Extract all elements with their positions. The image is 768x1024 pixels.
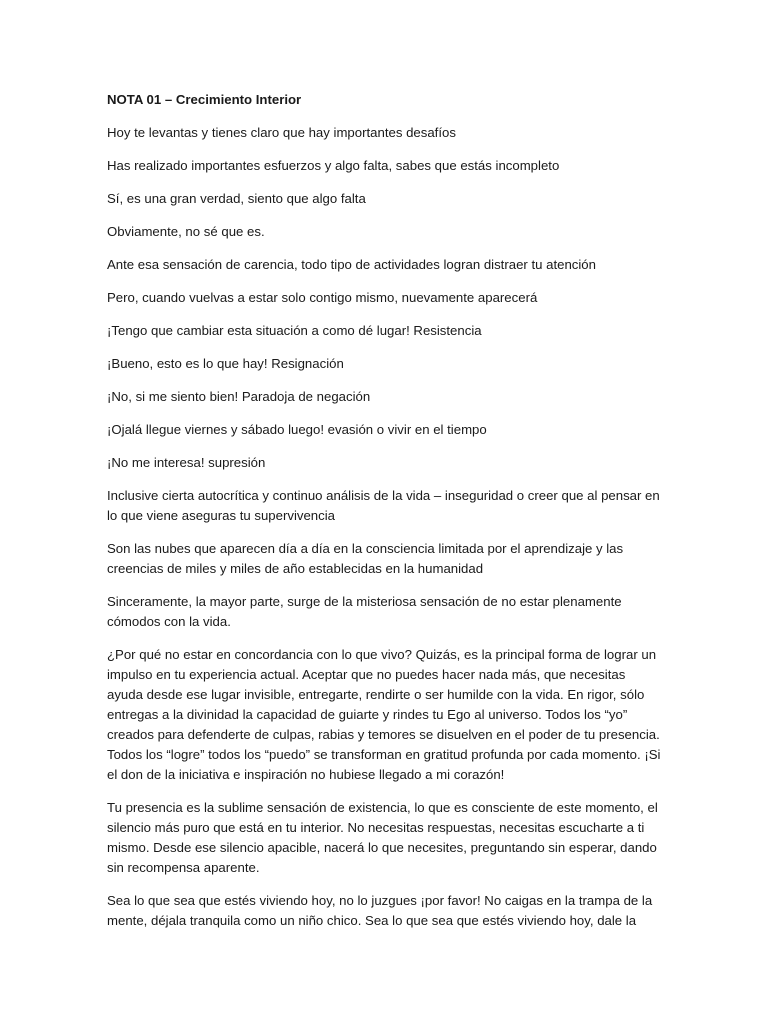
paragraph: Sí, es una gran verdad, siento que algo falta [107,191,366,206]
paragraph: Inclusive cierta autocrítica y continuo análisis de la vida – inseguridad o creer que al pensar en lo que viene aseguras tu supervivencia [107,488,660,523]
paragraph: ¡Bueno, esto es lo que hay! Resignación [107,356,344,371]
document-title: NOTA 01 – Crecimiento Interior [107,92,302,107]
paragraph: ¿Por qué no estar en concordancia con lo que vivo? Quizás, es la principal forma de lograr un impulso en tu experiencia actual. Aceptar que no puedes hacer nada más, que necesitas ayuda desde ese lugar invisible, entregarte, rendirte o ser humilde con la vida. En rigor, sólo entregas a la divinidad la capacidad de guiarte y rindes tu Ego al universo. Todos los “yo” creados para defenderte de culpas, rabias y temores se disuelven en el poder de tu presencia. Todos los “logre” todos los “puedo” se transforman en gratitud profunda por cada momento. ¡Si el don de la iniciativa e inspiración no hubiese llegado a mi corazón! [107,647,661,782]
paragraph: Has realizado importantes esfuerzos y algo falta, sabes que estás incompleto [107,158,560,173]
paragraph: ¡Ojalá llegue viernes y sábado luego! evasión o vivir en el tiempo [107,422,487,437]
paragraph: Obviamente, no sé que es. [107,224,265,239]
paragraph: ¡No, si me siento bien! Paradoja de negación [107,389,371,404]
paragraph: Sea lo que sea que estés viviendo hoy, no lo juzgues ¡por favor! No caigas en la trampa de la mente, déjala tranquila como un niño chico. Sea lo que sea que estés viviendo hoy, dale la [107,893,653,928]
paragraph: Sinceramente, la mayor parte, surge de la misteriosa sensación de no estar plenamente cómodos con la vida. [107,594,622,629]
paragraph: Ante esa sensación de carencia, todo tipo de actividades logran distraer tu atención [107,257,596,272]
paragraph: Hoy te levantas y tienes claro que hay importantes desafíos [107,125,456,140]
paragraph: Pero, cuando vuelvas a estar solo contigo mismo, nuevamente aparecerá [107,290,538,305]
paragraph: ¡No me interesa! supresión [107,455,266,470]
paragraph: Tu presencia es la sublime sensación de existencia, lo que es consciente de este momento, el silencio más puro que está en tu interior. No necesitas respuestas, necesitas escucharte a ti mismo. Desde ese silencio apacible, nacerá lo que necesites, preguntando sin esperar, dando sin recompensa aparente. [107,800,658,875]
document-body [107,90,663,944]
paragraph: ¡Tengo que cambiar esta situación a como dé lugar! Resistencia [107,323,482,338]
paragraph: Son las nubes que aparecen día a día en la consciencia limitada por el aprendizaje y las creencias de miles y miles de año establecidas en la humanidad [107,541,624,576]
